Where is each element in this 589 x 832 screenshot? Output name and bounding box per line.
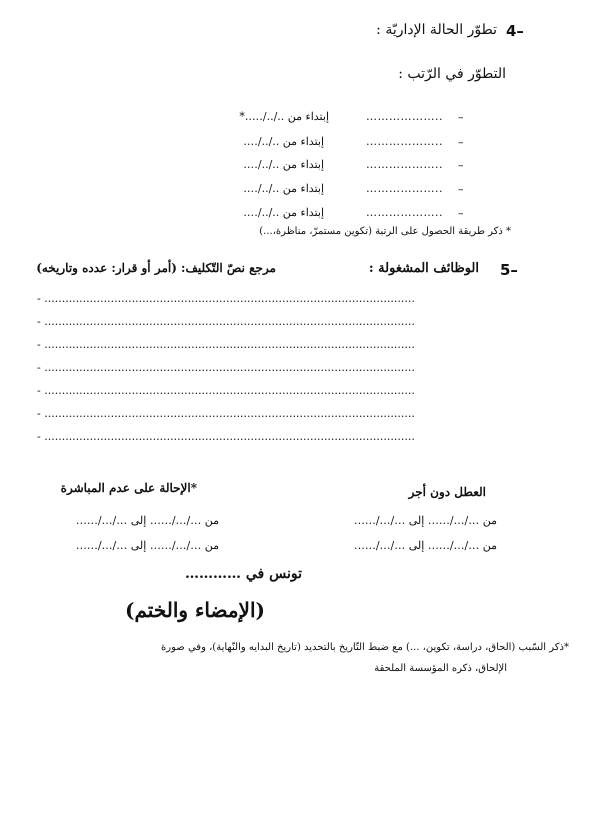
rank-row-grade: ………………..	[366, 206, 443, 219]
unpaid-leave-title: العطل دون أجر	[408, 485, 486, 499]
position-line: - ..........................................................................................................	[37, 430, 415, 443]
position-line: - ..........................................................................................................	[37, 292, 415, 305]
position-line: - ..........................................................................................................	[37, 384, 415, 397]
section-5-number: 5–	[500, 261, 518, 279]
position-line: - ..........................................................................................................	[37, 407, 415, 420]
rank-row-from: إبتداء من ../../….	[243, 206, 324, 219]
rank-row-from: إبتداء من ../../….	[243, 182, 324, 195]
unpaid-leave-period: من …/…/…… إلى …/…/……	[353, 514, 497, 527]
footnote-line-2: الإلحاق، ذكره المؤسسة الملحقة	[374, 663, 507, 674]
rank-row-grade: ………………..	[366, 110, 443, 123]
rank-row-from: إبتداء من ../../….	[243, 135, 324, 148]
assignment-reference-label: مرجع نصّ التّكليف: (أمر أو قرار: عدده وتاريخه)	[36, 261, 276, 275]
rank-row-dash: –	[458, 159, 464, 172]
rank-row-from: إبتداء من ../../….	[243, 158, 324, 171]
rank-row-dash: –	[458, 207, 464, 220]
section-4-number: 4–	[506, 22, 524, 40]
non-activity-period: من …/…/…… إلى …/…/……	[75, 539, 219, 552]
position-line: - ..........................................................................................................	[37, 361, 415, 374]
rank-row-dash: –	[458, 111, 464, 124]
non-activity-period: من …/…/…… إلى …/…/……	[75, 514, 219, 527]
non-activity-title: *الإحالة على عدم المباشرة	[60, 481, 197, 495]
rank-method-note: * ذكر طريقة الحصول على الرتبة (تكوين مستمرّ، مناظرة،...)	[259, 226, 511, 237]
rank-row-from: إبتداء من ../../…..*	[239, 110, 329, 123]
section-5-title: الوظائف المشغولة :	[368, 261, 479, 276]
footnote-line-1: *ذكر السّبب (الحاق، دراسة، تكوين، ...) مع ضبط التّاريخ بالتحديد (تاريخ البدايه والنّهاية)، وفي صورة	[161, 642, 569, 653]
rank-row-grade: ………………..	[366, 158, 443, 171]
rank-row-grade: ………………..	[366, 135, 443, 148]
position-line: - ..........................................................................................................	[37, 315, 415, 328]
unpaid-leave-period: من …/…/…… إلى …/…/……	[353, 539, 497, 552]
rank-row-dash: –	[458, 183, 464, 196]
section-4-title: تطوّر الحالة الإداريّة :	[376, 22, 497, 38]
place-date-line: تونس في …………	[185, 566, 302, 582]
position-line: - ..........................................................................................................	[37, 338, 415, 351]
rank-row-dash: –	[458, 136, 464, 149]
rank-row-grade: ………………..	[366, 182, 443, 195]
ranks-subtitle: التطوّر في الرّتب :	[398, 66, 506, 82]
signature-stamp-label: (الإمضاء والختم)	[125, 598, 265, 622]
